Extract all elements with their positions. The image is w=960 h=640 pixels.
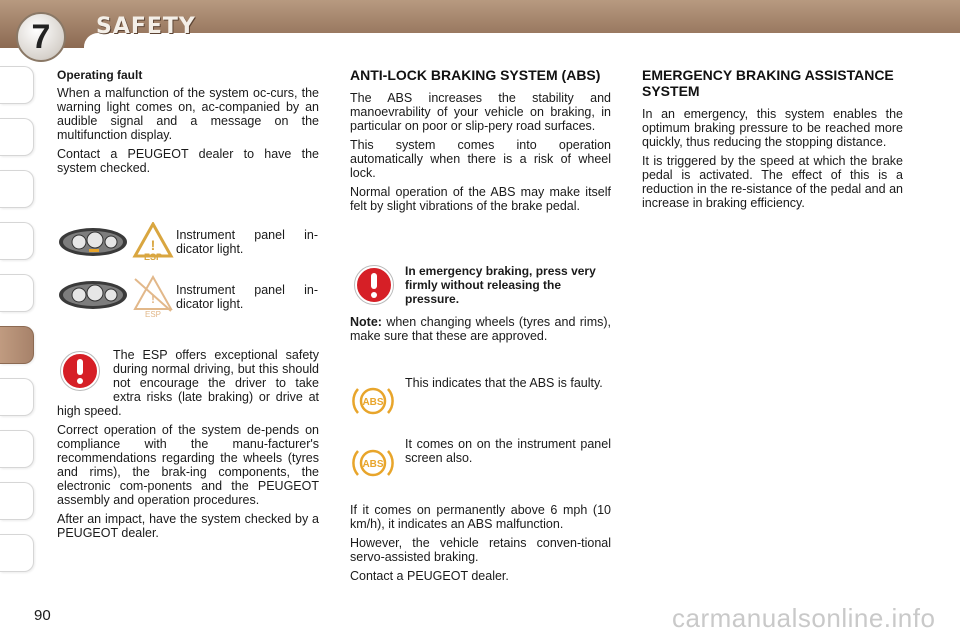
chapter-tab-active[interactable] bbox=[0, 326, 34, 364]
instrument-panel-esp-off-icon bbox=[57, 275, 177, 319]
chapter-tab[interactable] bbox=[0, 222, 34, 260]
chapter-tab[interactable] bbox=[0, 274, 34, 312]
header-notch bbox=[84, 33, 960, 48]
chapter-title: SAFETY bbox=[96, 14, 196, 39]
paragraph: In an emergency, this system enables the optimum braking pressure to be reached more quickly, thus reducing the stopping distance. bbox=[642, 107, 903, 149]
abs2-text: It comes on on the instrument panel screen also. bbox=[405, 437, 611, 465]
paragraph: If it comes on permanently above 6 mph (10 km/h), it indicates an ABS malfunction. bbox=[350, 503, 611, 531]
indicator1-caption: Instrument panel in-dicator light. bbox=[176, 228, 318, 256]
esp-note-block bbox=[57, 348, 319, 545]
left-column bbox=[57, 68, 319, 180]
paragraph: Correct operation of the system de-pends on compliance with the manu-facturer's recommendations regarding the wheels (tyres and rims), the brak-ing components, the electronic com-ponents and the PEUGEOT assembly and operation procedures. bbox=[57, 423, 319, 507]
chapter-tabs bbox=[0, 66, 34, 586]
chapter-tab[interactable] bbox=[0, 118, 34, 156]
chapter-tab[interactable] bbox=[0, 66, 34, 104]
chapter-number-badge: 7 bbox=[16, 12, 66, 62]
watermark: carmanualsonline.info bbox=[672, 603, 936, 633]
paragraph: The ABS increases the stability and manoevrability of your vehicle on braking, in particular on poor or slip-pery road surfaces. bbox=[350, 91, 611, 133]
note-block bbox=[350, 315, 611, 348]
paragraph: However, the vehicle retains conven-tional servo-assisted braking. bbox=[350, 536, 611, 564]
svg-text:!: ! bbox=[150, 237, 156, 253]
abs-heading: ANTI-LOCK BRAKING SYSTEM (ABS) bbox=[350, 67, 601, 83]
paragraph: After an impact, have the system checked by a PEUGEOT dealer. bbox=[57, 512, 319, 540]
operating-fault-heading: Operating fault bbox=[57, 68, 143, 82]
paragraph: When a malfunction of the system oc-curs, the warning light comes on, ac-companied by an audible signal and a message on the multifunction display. bbox=[57, 86, 319, 142]
abs-malfunction-block bbox=[350, 503, 611, 588]
abs1-text: This indicates that the ABS is faulty. bbox=[405, 376, 603, 390]
paragraph: It is triggered by the speed at which the brake pedal is activated. The effect of this is a reduction in the re-sistance of the pedal and an increase in braking efficiency. bbox=[642, 154, 903, 210]
paragraph: Normal operation of the ABS may make itself felt by slight vibrations of the brake pedal. bbox=[350, 185, 611, 213]
svg-text:!: ! bbox=[151, 292, 155, 306]
abs-label: ABS bbox=[362, 397, 384, 408]
esp-note-text: The ESP offers exceptional safety during normal driving, but this should not encourage the driver to take extra risks (late braking) or drive at high speed. bbox=[57, 348, 319, 418]
indicator2-caption: Instrument panel in-dicator light. bbox=[176, 283, 318, 311]
note-text: when changing wheels (tyres and rims), make sure that these are approved. bbox=[350, 315, 611, 343]
chapter-tab[interactable] bbox=[0, 482, 34, 520]
paragraph: This system comes into operation automatically when there is a risk of wheel lock. bbox=[350, 138, 611, 180]
middle-column bbox=[350, 67, 611, 218]
warning-exclamation-icon bbox=[354, 264, 394, 306]
esp-label: ESP bbox=[144, 310, 162, 319]
note-label: Note: bbox=[350, 315, 382, 329]
instrument-panel-esp-on-icon bbox=[57, 222, 177, 262]
chapter-tab[interactable] bbox=[0, 170, 34, 208]
abs-label: ABS bbox=[362, 459, 384, 470]
emergency-braking-heading: EMERGENCY BRAKING ASSISTANCE SYSTEM bbox=[642, 67, 894, 99]
chapter-tab[interactable] bbox=[0, 534, 34, 572]
abs-warning-icon bbox=[351, 381, 395, 421]
chapter-tab[interactable] bbox=[0, 378, 34, 416]
page-number: 90 bbox=[34, 607, 51, 624]
abs-warning-icon bbox=[351, 443, 395, 483]
esp-note bbox=[57, 348, 319, 418]
paragraph: Contact a PEUGEOT dealer to have the system checked. bbox=[57, 147, 319, 175]
paragraph: Contact a PEUGEOT dealer. bbox=[350, 569, 509, 583]
esp-label: ESP bbox=[143, 252, 163, 262]
right-column bbox=[642, 67, 903, 215]
chapter-tab[interactable] bbox=[0, 430, 34, 468]
emergency-braking-warning: In emergency braking, press very firmly without releasing the pressure. bbox=[405, 264, 596, 306]
note bbox=[350, 315, 611, 343]
